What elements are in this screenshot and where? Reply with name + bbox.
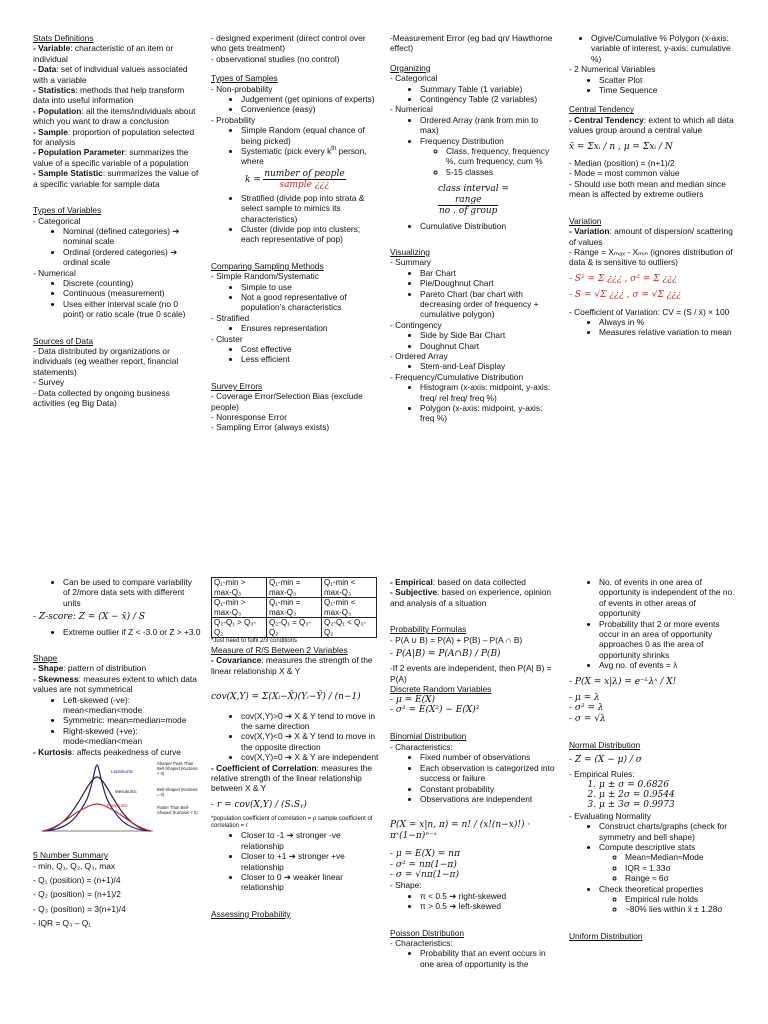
- poisson-formula: - P(X = x|λ) = e⁻ᴸλˣ / X!: [569, 676, 677, 687]
- leptokurtic-note: Sharper Peak Than Bell-Shaped (Kurtosis > 0): [157, 761, 198, 777]
- heading-organizing: Organizing: [390, 62, 431, 73]
- text-line: - μ = E(X): [390, 694, 436, 705]
- heading-poisson-distribution: Poisson Distribution: [390, 927, 465, 938]
- list-item: • Avg no. of events = λ: [599, 660, 739, 670]
- label-numerical: - Numerical: [390, 104, 433, 115]
- list-item: • Closer to +1 ➔ stronger +ve relationship: [241, 851, 379, 872]
- union-formula: - P(A ∪ B) = P(A) + P(B) – P(A ∩ B): [390, 634, 523, 645]
- list-shape: [390, 891, 558, 912]
- heading-sources-of-data: Sources of Data: [33, 335, 94, 346]
- mesokurtic-label: Mesokurtic: [115, 789, 137, 795]
- column-probability-distributions: [390, 577, 558, 969]
- table-row: [212, 618, 377, 638]
- heading-uniform-distribution: Uniform Distribution: [569, 930, 643, 941]
- label-characteristics: - Characteristics:: [390, 741, 453, 752]
- list-item: • Not a good representative of population’s characteristics: [241, 292, 379, 313]
- list-item: ◦ Empirical rule holds: [625, 894, 739, 904]
- def-skewness: - Skewness: measures extent to which data values are not symmetrical: [33, 673, 197, 695]
- def-subjective: - Subjective: based on experience, opinion and analysis of a situation: [390, 587, 552, 608]
- list-item: • Nominal (defined categories) ➔ nominal scale: [63, 226, 201, 247]
- def-kurtosis: - Kurtosis: affects peakedness of curve: [33, 746, 181, 757]
- median-formula: - Median (position) = (n+1)/2: [569, 158, 675, 169]
- text-line: - μ = E(X) = nπ: [390, 849, 460, 860]
- list-categorical: [33, 226, 201, 268]
- def-covariance: - Covariance: measures the strength of the linear relationship X & Y: [211, 655, 373, 676]
- column-relationship-measures: [211, 577, 379, 919]
- table-cell: Q₁-min < max-Q₃: [322, 578, 377, 598]
- def-population-parameter: - Population Parameter: summarizes the value of a specific variable of a population: [33, 147, 189, 168]
- list-categorical: [390, 84, 558, 105]
- mean-formula: x̄ = Σxᵢ / n , μ = Σxᵢ / N: [569, 141, 673, 152]
- iqr-formula: - IQR = Q₃ – Q₁: [33, 918, 92, 929]
- table-cell: Q₂-Q₁ < Q₃-Q₂: [322, 618, 377, 638]
- label-numerical: - Numerical: [33, 267, 76, 278]
- list-item: 1. μ ± σ = 0.6826: [599, 780, 739, 790]
- text-line: - Data distributed by organizations or individuals (eg weather report, financial statements): [33, 345, 179, 377]
- def-statistics: - Statistics: methods that help transform data into useful information: [33, 85, 185, 106]
- list-non-probability: [211, 94, 379, 115]
- column-poisson-normal: [569, 577, 739, 941]
- label-contingency: - Contingency: [390, 319, 442, 330]
- mesokurtic-note-box: [157, 787, 201, 803]
- list-frequency-cumulative: [390, 382, 558, 424]
- list-ogive: [569, 33, 739, 64]
- text-line: - Data collected by ongoing business activities (eg Big Data): [33, 387, 170, 408]
- table-cell: Q₂-Q₁ = Q₃-Q₂: [267, 618, 322, 638]
- def-variation: - Variation: amount of dispersion/ scattering of values: [569, 226, 733, 247]
- heading-discrete-random-variables: Discrete Random Variables: [390, 684, 492, 695]
- list-item: • π > 0.5 ➔ left-skewed: [420, 901, 558, 911]
- skew-conditions-table: [211, 577, 377, 638]
- def-sample-statistic: - Sample Statistic: summarizes the value of a specific variable for sample data: [33, 168, 199, 189]
- def-data: - Data: set of individual values associated with a variable: [33, 64, 188, 85]
- list-correlation: [211, 830, 379, 892]
- label-probability: - Probability: [211, 114, 256, 125]
- text-line: - designed experiment (direct control over who gets treatment): [211, 33, 366, 54]
- list-item: • Judgement (get opinions of experts): [241, 94, 379, 104]
- table-cell: Q₁-min < max-Q₃: [322, 598, 377, 618]
- list-item: • Ordered Array (rank from min to max): [420, 115, 558, 136]
- label-two-numerical: - 2 Numerical Variables: [569, 64, 656, 75]
- text-line: - σ² = E(X²) − E(X)²: [390, 705, 480, 716]
- list-item: 3. μ ± 3σ = 0.9973: [599, 800, 739, 810]
- list-item: 2. μ ± 2σ = 0.9544: [599, 790, 739, 800]
- q1-formula: - Q₁ (position) = (n+1)/4: [33, 874, 121, 885]
- heading-shape: Shape: [33, 653, 58, 664]
- def-central-tendency: - Central Tendency: extent to which all data values group around a central value: [569, 114, 734, 136]
- text-line: - min, Q₁, Q₂, Q₃, max: [33, 860, 116, 871]
- list-ordered-array: [390, 361, 558, 371]
- label-cluster: - Cluster: [211, 333, 243, 344]
- conditional-formula: - P(A|B) = P(A∩B) / P(B): [390, 649, 501, 660]
- list-skewness: [33, 695, 201, 747]
- label-simple-systematic: - Simple Random/Systematic: [211, 271, 319, 282]
- mesokurtic-note: Bell-Shaped (Kurtosis = 0): [157, 787, 198, 798]
- list-item: • π < 0.5 ➔ right-skewed: [420, 891, 558, 901]
- list-cv: [569, 317, 739, 338]
- label-characteristics: - Characteristics:: [390, 937, 453, 948]
- list-item: • Systematic (pick every $k^{th}$ person, where k = $\frac{\text{number of people}}{\text{sample ¿¿¿}}$: [241, 146, 379, 191]
- list-item: • cov(X,Y)>0 ➔ X & Y tend to move in the same direction: [241, 711, 379, 732]
- platykurtic-note: Flatter Than Bell-Shaped (Kurtosis < 0): [157, 805, 198, 816]
- list-item: ◦ ~80% lies within x̄ ± 1.28σ: [625, 904, 739, 914]
- list-item: • Construct charts/graphs (check for symmetry and bell shape): [599, 821, 739, 842]
- def-empirical: - Empirical: based on data collected: [390, 577, 526, 587]
- z-formula: - Z = (X − μ) / σ: [569, 754, 642, 765]
- text-line: - Coverage Error/Selection Bias (exclude people): [211, 391, 363, 412]
- list-item: ◦ IQR ≈ 1.33σ: [625, 863, 739, 873]
- correlation-formula: - r = cov(X,Y) / (SₓSᵧ): [211, 799, 307, 810]
- platykurtic-note-box: [157, 805, 201, 827]
- list-poisson-continued: [569, 577, 739, 671]
- text-line: - σ² = λ: [569, 703, 604, 714]
- table-cell: Q₂-Q₁ > Q₃-Q₂: [212, 618, 267, 638]
- list-stratified: [211, 323, 379, 333]
- list-item: ◦ Mean≈Median≈Mode: [625, 852, 739, 862]
- def-variable: - Variable: characteristic of an item or individual: [33, 43, 174, 64]
- k-formula: k = $\frac{\text{number of people}}{\text{sample ¿¿¿}}$: [245, 168, 345, 191]
- list-item: • Fixed number of observations: [420, 752, 558, 762]
- list-poisson: [390, 948, 558, 969]
- heading-variation: Variation: [569, 215, 602, 226]
- def-sample: - Sample: proportion of population selected for analysis: [33, 126, 195, 148]
- def-population: - Population: all the items/individuals about which you want to draw a conclusion: [33, 105, 196, 127]
- class-interval-formula: class interval = $\frac{\text{range}}{\text{no . of group}}$: [438, 184, 510, 217]
- list-empirical-rules: [569, 780, 739, 811]
- list-contingency: [390, 330, 558, 351]
- list-item: • Measures relative variation to mean: [599, 327, 739, 337]
- list-item: • Simple Random (equal chance of being picked): [241, 125, 379, 146]
- list-item: • Closer to 0 ➔ weaker linear relationship: [241, 872, 379, 893]
- table-cell: Q₁-min = max-Q₃: [267, 578, 322, 598]
- table-cell: Q₁-min > max-Q₃: [212, 598, 267, 618]
- heading-five-number-summary: 5 Number Summary: [33, 850, 108, 861]
- list-numerical: [390, 115, 558, 231]
- label-ordered-array: - Ordered Array: [390, 350, 448, 361]
- zscore-formula: - Z-score: Z = (X − x̄) / S: [33, 612, 145, 623]
- heading-stats-definitions: Stats Definitions: [33, 33, 94, 43]
- list-item: • Less efficient: [241, 354, 379, 364]
- list-item: • Compute descriptive stats ◦ Mean≈Median≈Mode ◦ IQR ≈ 1.33σ ◦ Range ≈ 6σ: [599, 842, 739, 884]
- q2-formula: - Q₂ (position) = (n+1)/2: [33, 889, 121, 900]
- list-item: • Simple to use: [241, 282, 379, 292]
- list-two-numerical: [569, 75, 739, 96]
- heading-binomial-distribution: Binomial Distribution: [390, 731, 467, 742]
- text-line: - Shape:: [390, 880, 422, 891]
- column-central-tendency-variation: [569, 33, 739, 338]
- list-item: • Closer to -1 ➔ stronger -ve relationship: [241, 830, 379, 851]
- heading-central-tendency: Central Tendency: [569, 104, 635, 115]
- list-item: • Pie/Doughnut Chart: [420, 278, 558, 288]
- list-item: ◦ Class, frequency, frequency %, cum frequency, cum %: [446, 146, 558, 167]
- heading-assessing-probability: Assessing Probability: [211, 908, 291, 919]
- text-line: - Mode = most common value: [569, 168, 680, 179]
- platykurtic-curve: [43, 804, 151, 831]
- label-stratified: - Stratified: [211, 312, 250, 323]
- list-item: • Frequency Distribution ◦ Class, frequency, frequency %, cum frequency, cum % ◦ 5-15 classes class interval = $\frac{\text{range}}{\text{no . of group}}$: [420, 136, 558, 217]
- list-item: • Contingency Table (2 variables): [420, 94, 558, 104]
- label-non-probability: - Non-probability: [211, 83, 273, 94]
- text-line: - σ² = nπ(1−π): [390, 859, 457, 870]
- list-item: • Uses either interval scale (no 0 point) or ratio scale (true 0 scale): [63, 299, 201, 320]
- table-row: [212, 578, 377, 598]
- list-simple-systematic: [211, 282, 379, 313]
- kurtosis-curves-figure: [37, 759, 201, 839]
- text-line: -Measurement Error (eg bad qn/ Hawthorne effect): [390, 33, 553, 54]
- list-item: ◦ Range ≈ 6σ: [625, 873, 739, 883]
- list-item: • Stem-and-Leaf Display: [420, 361, 558, 371]
- variance-formula: - S² = Σ ¿¿¿ , σ² = Σ ¿¿¿: [569, 273, 677, 284]
- label-evaluating-normality: - Evaluating Normality: [569, 810, 651, 821]
- heading-visualizing: Visualizing: [390, 246, 430, 257]
- platykurtic-label: Platykurtic: [107, 803, 128, 809]
- list-summary: [390, 268, 558, 320]
- leptokurtic-label: Leptokurtic: [111, 769, 134, 775]
- column-stats-definitions: [33, 33, 201, 408]
- list-item: • Doughnut Chart: [420, 341, 558, 351]
- text-line: - σ = √nπ(1−π): [390, 869, 459, 880]
- list-item: • Side by Side Bar Chart: [420, 330, 558, 340]
- label-empirical-rules: - Empirical Rules:: [569, 769, 635, 780]
- heading-probability-formulas: Probability Formulas: [390, 624, 467, 635]
- text-line: - μ = λ: [569, 693, 600, 704]
- text-line: - Survey: [33, 377, 65, 388]
- list-cv-continued: [33, 577, 201, 608]
- list-item: • Bar Chart: [420, 268, 558, 278]
- list-item: • Observations are independent: [420, 794, 558, 804]
- list-item: • No. of events in one area of opportunity is independent of the no. of events in other areas of opportunity: [599, 577, 739, 619]
- correlation-note: *population coefficient of correlation = ρ sample coefficient of correlation = r: [211, 816, 373, 830]
- list-item: • Right-skewed (+ve): mode<median<mean: [63, 726, 201, 747]
- std-dev-formula: - S = √Σ ¿¿¿ , σ = √Σ ¿¿¿: [569, 290, 682, 301]
- label-categorical: - Categorical: [33, 215, 81, 226]
- list-item: • Symmetric: mean=median=mode: [63, 715, 201, 725]
- list-numerical: [33, 278, 201, 320]
- leptokurtic-curve: [43, 765, 151, 831]
- text-line: - Sampling Error (always exists): [211, 422, 330, 433]
- list-item: • Pareto Chart (bar chart with decreasing order of frequency + cumulative polygon): [420, 289, 558, 320]
- list-item: • Probability that 2 or more events occur in an area of opportunity approaches 0 as the area of opportunity shrinks: [599, 619, 739, 661]
- list-item: • Ordinal (ordered categories) ➔ ordinal scale: [63, 247, 201, 268]
- text-line: - observational studies (no control): [211, 53, 340, 64]
- heading-types-of-samples: Types of Samples: [211, 73, 278, 84]
- list-probability: [211, 125, 379, 244]
- def-shape: - Shape: pattern of distribution: [33, 663, 147, 674]
- heading-comparing-sampling-methods: Comparing Sampling Methods: [211, 260, 324, 271]
- list-item: • Cumulative Distribution: [420, 221, 558, 231]
- text-line: - σ = √λ: [569, 713, 606, 724]
- list-item: • Probability that an event occurs in one area of opportunity is the: [420, 948, 558, 969]
- list-item: • Summary Table (1 variable): [420, 84, 558, 94]
- list-item: • Constant probability: [420, 784, 558, 794]
- heading-survey-errors: Survey Errors: [211, 380, 263, 391]
- def-correlation: - Coefficient of Correlation: measures the relative strength of the linear relationship between X & Y: [211, 762, 373, 794]
- label-frequency-cumulative: - Frequency/Cumulative Distribution: [390, 371, 524, 382]
- label-summary: - Summary: [390, 257, 431, 268]
- list-item: • Each observation is categorized into success or failure: [420, 763, 558, 784]
- text-line: -If 2 events are independent, then P(A| B) = P(A): [390, 663, 552, 684]
- list-item: • Convenience (easy): [241, 104, 379, 114]
- list-item: • Polygon (x-axis: midpoint, y-axis: freq %): [420, 403, 558, 424]
- list-item: • Ogive/Cumulative % Polygon (x-axis: variable of interest, y-axis: cumulative %): [591, 33, 739, 64]
- table-cell: Q₁-min > max-Q₃: [212, 578, 267, 598]
- text-line: - Nonresponse Error: [211, 412, 287, 422]
- list-item: • Scatter Plot: [599, 75, 739, 85]
- heading-measure-relationship: Measure of R/S Between 2 Variables: [211, 645, 348, 655]
- list-item: • Histogram (x-axis: midpoint, y-axis: freq/ rel freq/ freq %): [420, 382, 558, 403]
- table-note: *Just need to fulfil 2/3 conditions: [211, 638, 298, 644]
- list-zscore: [33, 627, 201, 637]
- column-samples: [211, 33, 379, 433]
- list-item: • Time Sequence: [599, 85, 739, 95]
- text-line: - Should use both mean and median since mean is affected by extreme outliers: [569, 178, 726, 200]
- table-row: [212, 598, 377, 618]
- heading-types-of-variables: Types of Variables: [33, 205, 102, 216]
- list-item: • Ensures representation: [241, 323, 379, 333]
- heading-normal-distribution: Normal Distribution: [569, 740, 641, 751]
- list-cluster: [211, 344, 379, 365]
- list-item: • Continuous (measurement): [63, 288, 201, 298]
- list-item: • Left-skewed (-ve): mean<median<mode: [63, 695, 201, 716]
- cv-formula: - Coefficient of Variation: CV = (S / x̄) × 100: [569, 306, 730, 317]
- covariance-formula: cov(X,Y) = Σ(Xᵢ−X̄)(Yᵢ−Ȳ) / (n−1): [211, 692, 361, 703]
- leptokurtic-note-box: [157, 761, 201, 783]
- table-cell: Q₁-min = max-Q₃: [267, 598, 322, 618]
- list-binomial: [390, 752, 558, 804]
- label-categorical: - Categorical: [390, 73, 438, 84]
- list-item: • Always in %: [599, 317, 739, 327]
- list-item: • Can be used to compare variability of 2/more data sets with different units: [63, 577, 201, 608]
- list-item: • Cost effective: [241, 344, 379, 354]
- column-organizing-visualizing: [390, 33, 558, 424]
- column-shape-summary: [33, 577, 201, 929]
- list-item: ◦ 5-15 classes: [446, 167, 558, 177]
- list-item: • Stratified (divide pop into strata & select sample to mimics its characteristics): [241, 193, 379, 224]
- list-item: • Check theoretical properties ◦ Empirical rule holds ◦ ~80% lies within x̄ ± 1.28σ: [599, 884, 739, 915]
- list-item: • cov(X,Y)=0 ➔ X & Y are independent: [241, 752, 379, 762]
- range-formula: - Range = Xₘₐₓ - Xₘᵢₙ (ignores distribution of data & is sensitive to outliers): [569, 246, 733, 268]
- list-item: • Cluster (divide pop into clusters; each representative of pop): [241, 224, 379, 245]
- q3-formula: - Q₃ (position) = 3(n+1)/4: [33, 903, 126, 914]
- list-item: • Discrete (counting): [63, 278, 201, 288]
- list-item: • Extreme outlier if Z < -3.0 or Z > +3.0: [63, 627, 201, 637]
- list-item: • cov(X,Y)<0 ➔ X & Y tend to move in the opposite direction: [241, 731, 379, 752]
- list-evaluating-normality: [569, 821, 739, 915]
- binomial-formula: P(X = x|n, π) = n! / (x!(n−x)!) · πˣ(1−π)ⁿ⁻ˣ: [390, 820, 531, 841]
- list-covariance: [211, 711, 379, 763]
